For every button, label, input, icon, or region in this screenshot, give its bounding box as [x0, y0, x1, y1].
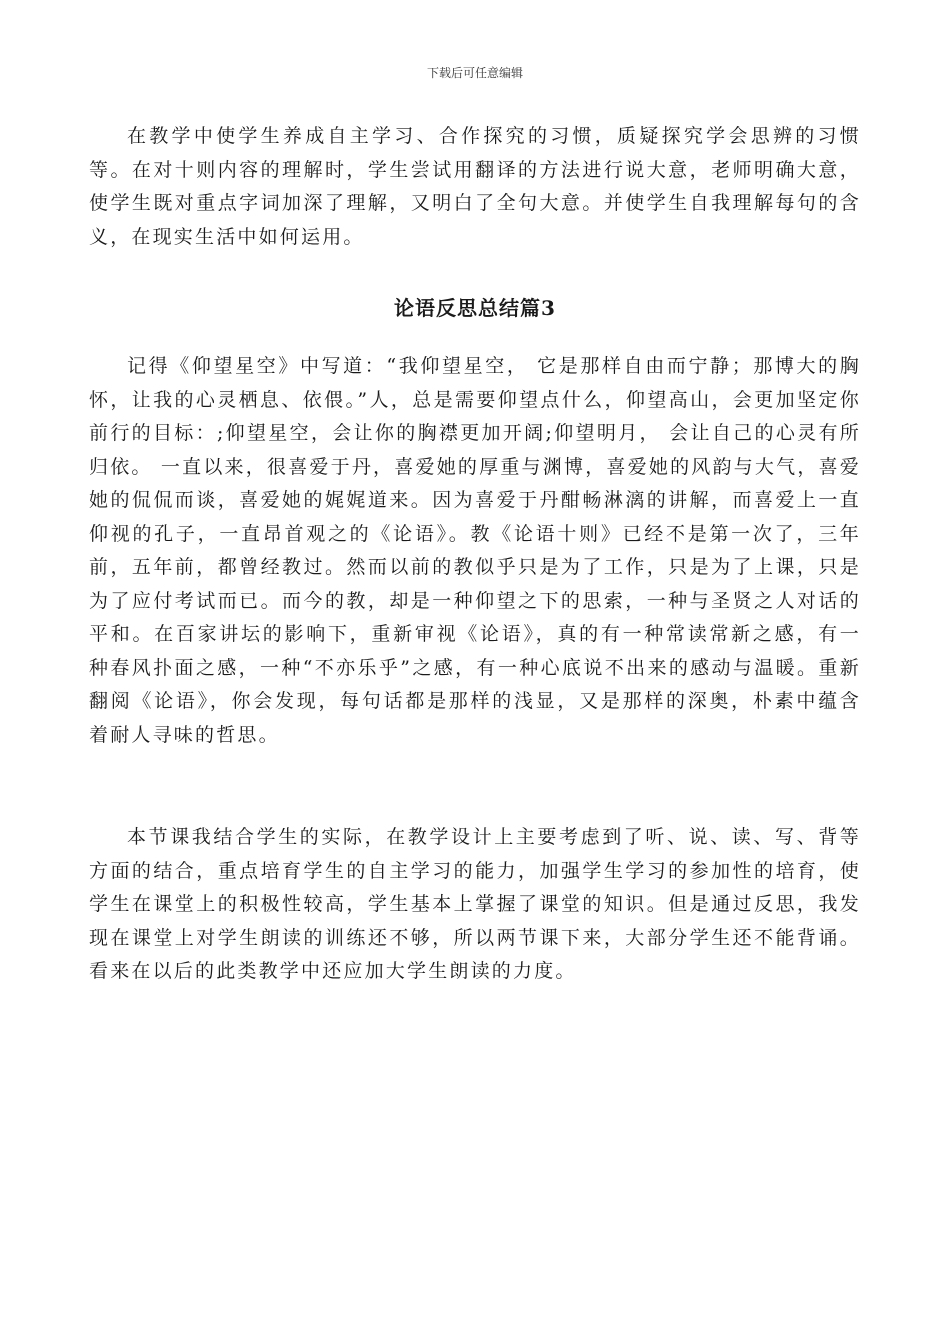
- section-title: 论语反思总结篇3: [394, 296, 556, 320]
- page-header-note: 下载后可任意编辑: [426, 66, 523, 80]
- body-paragraph-1: 在教学中使学生养成自主学习、合作探究的习惯，质疑探究学会思辨的习惯等。在对十则内容的理解时，学生尝试用翻译的方法进行说大意，老师明确大意，使学生既对重点字词加深了理解，又明白了全句大意。并使学生自我理解每句的含义，在现实生活中如何运用。: [89, 125, 861, 248]
- body-paragraph-2: 记得《仰望星空》中写道：“我仰望星空， 它是那样自由而宁静；那博大的胸怀，让我的心灵栖息、依偎。”人，总是需要仰望点什么，仰望高山，会更加坚定你前行的目标：;仰望星空，会让你的胸襟更加开阔;仰望明月， 会让自己的心灵有所归依。 一直以来，很喜爱于丹，喜爱她的厚重与渊博，喜爱她的风韵与大气，喜爱她的侃侃而谈，喜爱她的娓娓道来。因为喜爱于丹酣畅淋漓的讲解，而喜爱上一直仰视的孔子，一直昂首观之的《论语》。教《论语十则》已经不是第一次了，三年前，五年前，都曾经教过。然而以前的教似乎只是为了工作，只是为了上课，只是为了应付考试而已。而今的教，却是一种仰望之下的思索，一种与圣贤之人对话的平和。在百家讲坛的影响下，重新审视《论语》，真的有一种常读常新之感，有一种春风扑面之感，一种“不亦乐乎”之感，有一种心底说不出来的感动与温暖。重新翻阅《论语》，你会发现，每句话都是那样的浅显，又是那样的深奥，朴素中蕴含着耐人寻味的哲思。: [89, 355, 861, 746]
- body-paragraph-3: 本节课我结合学生的实际，在教学设计上主要考虑到了听、说、读、写、背等方面的结合，重点培育学生的自主学习的能力，加强学生学习的参加性的培育，使学生在课堂上的积极性较高，学生基本上掌握了课堂的知识。但是通过反思，我发现在课堂上对学生朗读的训练还不够，所以两节课下来，大部分学生还不能背诵。看来在以后的此类教学中还应加大学生朗读的力度。: [89, 826, 861, 982]
